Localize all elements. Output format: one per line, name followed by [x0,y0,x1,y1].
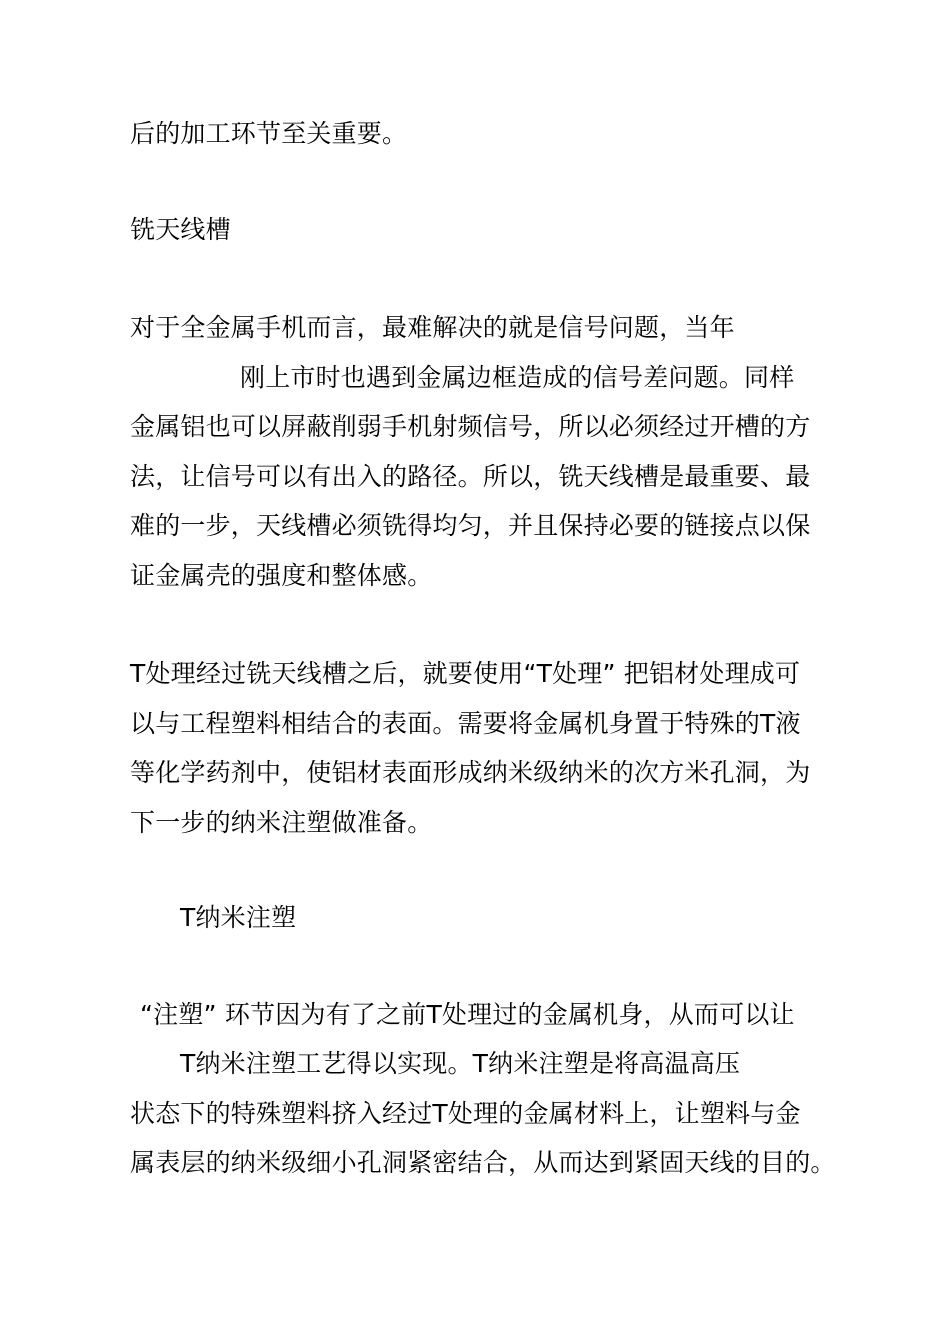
paragraph-line: 难的一步，天线槽必须铣得均匀，并且保持必要的链接点以保 [130,511,811,540]
paragraph-line: 下一步的纳米注塑做准备。 [130,808,433,837]
paragraph-line: “注塑” 环节因为有了之前T处理过的金属机身，从而可以让 [140,1000,795,1029]
paragraph-line: T纳米注塑工艺得以实现。T纳米注塑是将高温高压 [180,1049,741,1078]
paragraph-line: 等化学药剂中，使铝材表面形成纳米级纳米的次方米孔洞，为 [130,758,811,787]
paragraph-line: T处理经过铣天线槽之后，就要使用“T处理” 把铝材处理成可 [130,659,801,688]
paragraph-line: 以与工程塑料相结合的表面。需要将金属机身置于特殊的T液 [130,709,801,738]
paragraph-line: 法，让信号可以有出入的路径。所以，铣天线槽是最重要、最 [130,462,811,491]
paragraph-line: 属表层的纳米级细小孔洞紧密结合，从而达到紧固天线的目的。 [130,1148,836,1177]
paragraph-line: 后的加工环节至关重要。 [130,119,408,148]
section-heading: T纳米注塑 [180,903,297,932]
paragraph-line: 证金属壳的强度和整体感。 [130,561,433,590]
paragraph-line: 状态下的特殊塑料挤入经过T处理的金属材料上，让塑料与金 [130,1099,801,1128]
paragraph-line: 对于全金属手机而言，最难解决的就是信号问题，当年 [130,313,735,342]
paragraph-line: 金属铝也可以屏蔽削弱手机射频信号，所以必须经过开槽的方 [130,412,811,441]
paragraph-line: 刚上市时也遇到金属边框造成的信号差问题。同样 [240,363,795,392]
section-heading: 铣天线槽 [130,215,231,244]
